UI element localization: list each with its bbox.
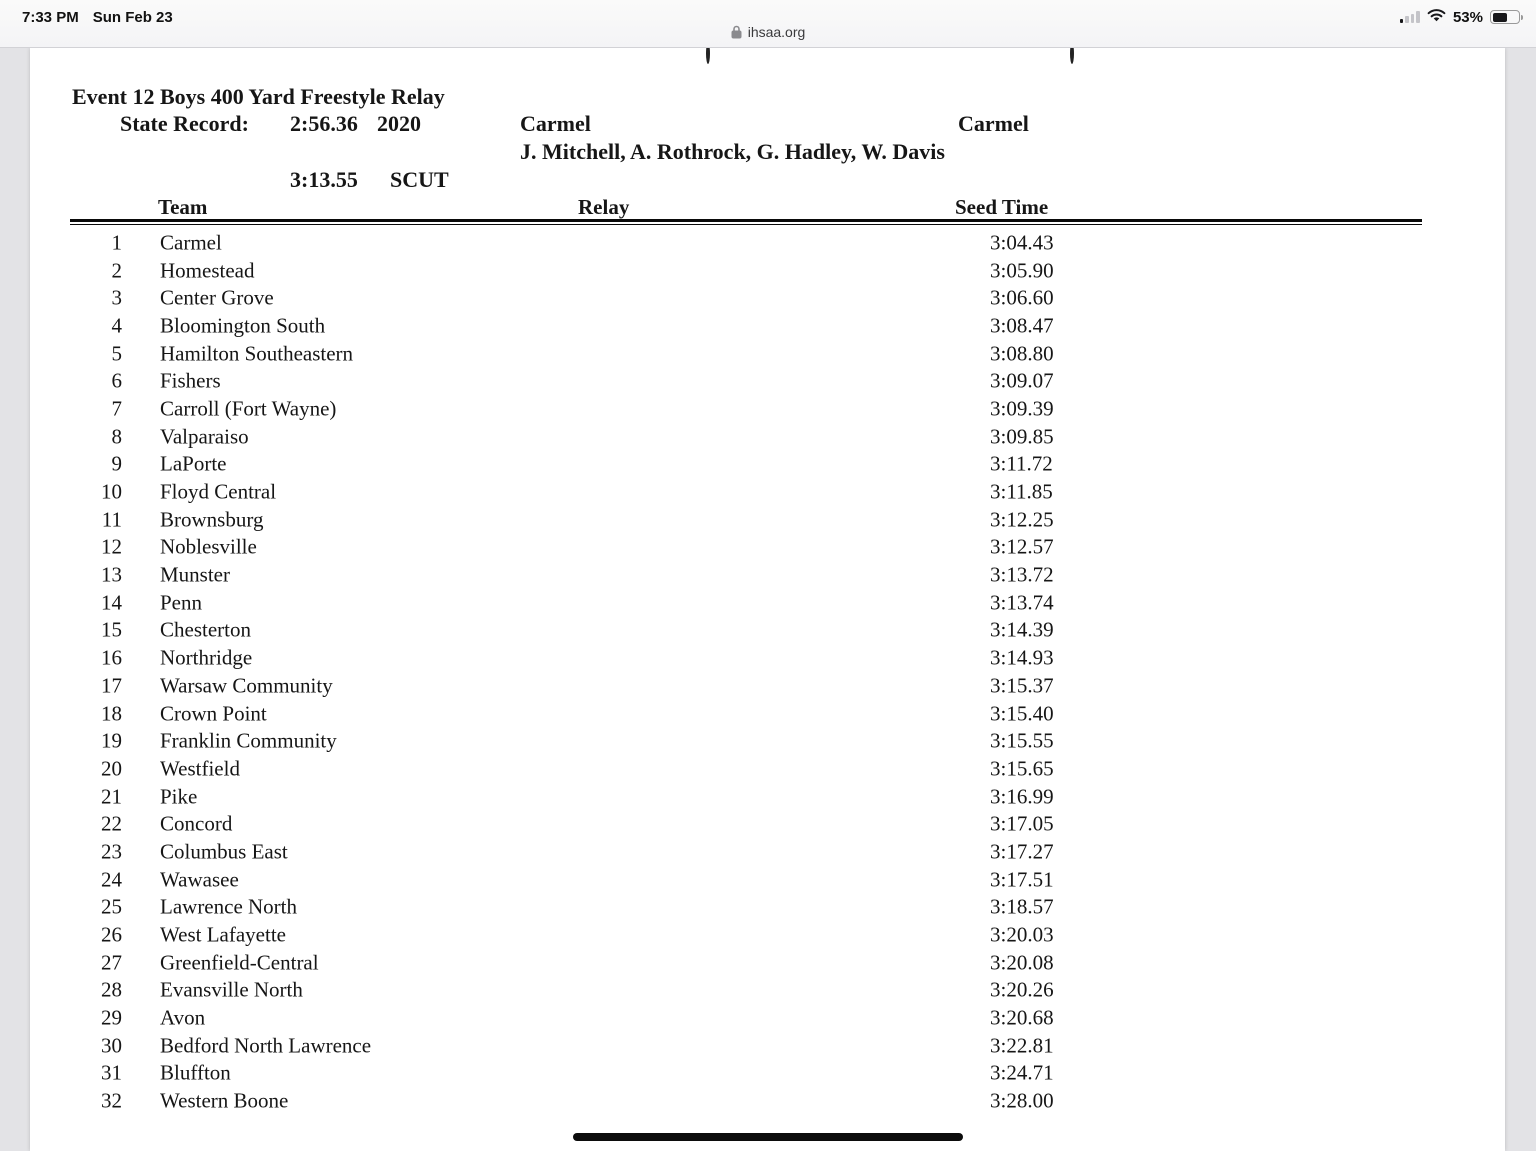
table-row — [30, 838, 1505, 866]
row-rank: 14 — [101, 590, 122, 615]
psych-sheet-page — [30, 48, 1505, 1151]
clipped-text-descender — [706, 48, 710, 63]
row-team-name: Fishers — [160, 368, 221, 393]
battery-percent: 53% — [1452, 8, 1483, 26]
row-rank: 22 — [101, 811, 122, 836]
table-row — [30, 451, 1505, 479]
row-team-name: Westfield — [160, 756, 240, 781]
row-seed-time: 3:13.74 — [990, 590, 1054, 615]
row-seed-time: 3:22.81 — [990, 1033, 1054, 1058]
row-rank: 18 — [101, 701, 122, 726]
table-row — [30, 672, 1505, 700]
row-seed-time: 3:09.39 — [990, 396, 1054, 421]
table-row — [30, 921, 1505, 949]
row-rank: 9 — [111, 451, 122, 476]
table-row — [30, 534, 1505, 562]
table-row — [30, 340, 1505, 368]
row-team-name: Bluffton — [160, 1060, 231, 1085]
state-record-team: Carmel — [520, 111, 591, 136]
row-seed-time: 3:20.08 — [990, 950, 1054, 975]
row-seed-time: 3:28.00 — [990, 1088, 1054, 1113]
row-team-name: Warsaw Community — [160, 673, 333, 698]
state-record-year: 2020 — [377, 111, 421, 136]
row-seed-time: 3:17.05 — [990, 811, 1054, 836]
url-domain[interactable]: ihsaa.org — [747, 24, 806, 40]
row-team-name: Crown Point — [160, 701, 267, 726]
row-team-name: Bedford North Lawrence — [160, 1033, 372, 1058]
table-row — [30, 810, 1505, 838]
row-seed-time: 3:20.26 — [990, 977, 1054, 1002]
row-team-name: Brownsburg — [160, 507, 264, 532]
row-team-name: Western Boone — [160, 1088, 289, 1113]
table-row — [30, 727, 1505, 755]
row-rank: 6 — [111, 368, 122, 393]
row-seed-time: 3:17.27 — [990, 839, 1054, 864]
row-rank: 10 — [101, 479, 122, 504]
column-header-seed-time: Seed Time — [955, 195, 1049, 219]
row-seed-time: 3:15.55 — [990, 728, 1054, 753]
row-rank: 11 — [101, 507, 122, 532]
wifi-icon — [1427, 8, 1446, 26]
row-seed-time: 3:15.40 — [990, 701, 1054, 726]
row-seed-time: 3:16.99 — [990, 784, 1054, 809]
row-team-name: Avon — [160, 1005, 206, 1030]
row-seed-time: 3:11.85 — [990, 479, 1053, 504]
table-row — [30, 617, 1505, 645]
row-seed-time: 3:24.71 — [990, 1060, 1054, 1085]
table-row — [30, 783, 1505, 811]
status-bar-right — [1400, 5, 1520, 29]
row-seed-time: 3:17.51 — [990, 867, 1054, 892]
row-team-name: Greenfield-Central — [160, 950, 319, 975]
clock-time: 7:33 PM — [22, 8, 79, 26]
table-row — [30, 1004, 1505, 1032]
row-team-name: Franklin Community — [160, 728, 337, 753]
row-rank: 3 — [111, 285, 122, 310]
url-bar[interactable] — [0, 20, 1536, 44]
row-seed-time: 3:20.68 — [990, 1005, 1054, 1030]
table-row — [30, 949, 1505, 977]
row-rank: 31 — [101, 1060, 122, 1085]
row-team-name: Carroll (Fort Wayne) — [160, 396, 337, 421]
row-team-name: Munster — [160, 562, 230, 587]
row-seed-time: 3:15.65 — [990, 756, 1054, 781]
entries-table — [30, 229, 1505, 1115]
table-row — [30, 561, 1505, 589]
row-rank: 12 — [101, 534, 122, 559]
row-rank: 32 — [101, 1088, 122, 1113]
row-team-name: Center Grove — [160, 285, 274, 310]
cellular-signal-icon — [1400, 11, 1420, 23]
event-title: Event 12 Boys 400 Yard Freestyle Relay — [72, 84, 445, 109]
row-team-name: Noblesville — [160, 534, 257, 559]
row-rank: 20 — [101, 756, 122, 781]
row-rank: 24 — [101, 867, 122, 892]
table-row — [30, 506, 1505, 534]
row-rank: 17 — [101, 673, 122, 698]
state-record-label: State Record: — [120, 111, 249, 136]
row-rank: 13 — [101, 562, 122, 587]
row-team-name: Floyd Central — [160, 479, 277, 504]
row-rank: 7 — [111, 396, 122, 421]
table-row — [30, 312, 1505, 340]
row-team-name: Northridge — [160, 645, 253, 670]
row-seed-time: 3:06.60 — [990, 285, 1054, 310]
table-row — [30, 284, 1505, 312]
table-row — [30, 423, 1505, 451]
safari-toolbar — [0, 0, 1536, 48]
row-rank: 23 — [101, 839, 122, 864]
table-row — [30, 589, 1505, 617]
row-rank: 28 — [101, 977, 122, 1002]
table-row — [30, 977, 1505, 1005]
row-rank: 25 — [101, 894, 122, 919]
row-team-name: Wawasee — [160, 867, 239, 892]
row-rank: 16 — [101, 645, 122, 670]
row-rank: 19 — [101, 728, 122, 753]
table-header-rule — [70, 219, 1422, 225]
row-rank: 4 — [111, 313, 122, 338]
row-seed-time: 3:12.57 — [990, 534, 1054, 559]
column-header-relay: Relay — [578, 195, 630, 219]
row-team-name: Pike — [160, 784, 198, 809]
table-row — [30, 1032, 1505, 1060]
row-seed-time: 3:20.03 — [990, 922, 1054, 947]
row-rank: 1 — [111, 230, 122, 255]
row-rank: 2 — [111, 258, 122, 283]
row-seed-time: 3:08.47 — [990, 313, 1054, 338]
row-team-name: Columbus East — [160, 839, 288, 864]
row-seed-time: 3:05.90 — [990, 258, 1054, 283]
row-team-name: West Lafayette — [160, 922, 286, 947]
table-row — [30, 644, 1505, 672]
row-seed-time: 3:11.72 — [990, 451, 1053, 476]
row-seed-time: 3:09.07 — [990, 368, 1054, 393]
row-seed-time: 3:14.93 — [990, 645, 1054, 670]
row-rank: 15 — [101, 617, 122, 642]
table-row — [30, 866, 1505, 894]
table-row — [30, 700, 1505, 728]
table-row — [30, 755, 1505, 783]
lock-icon — [731, 25, 742, 39]
row-seed-time: 3:12.25 — [990, 507, 1054, 532]
row-seed-time: 3:18.57 — [990, 894, 1054, 919]
table-row — [30, 1087, 1505, 1115]
row-rank: 21 — [101, 784, 122, 809]
row-team-name: Lawrence North — [160, 894, 298, 919]
clipped-text-descender — [1070, 48, 1074, 63]
row-team-name: Valparaiso — [160, 424, 249, 449]
row-seed-time: 3:14.39 — [990, 617, 1054, 642]
table-row — [30, 257, 1505, 285]
state-cut-label: SCUT — [390, 167, 449, 192]
row-team-name: Evansville North — [160, 977, 303, 1002]
home-indicator[interactable] — [573, 1133, 963, 1141]
row-seed-time: 3:09.85 — [990, 424, 1054, 449]
row-rank: 27 — [101, 950, 122, 975]
table-row — [30, 478, 1505, 506]
row-seed-time: 3:04.43 — [990, 230, 1054, 255]
row-rank: 8 — [111, 424, 122, 449]
table-row — [30, 395, 1505, 423]
row-team-name: LaPorte — [160, 451, 227, 476]
column-header-team: Team — [158, 195, 208, 219]
row-team-name: Bloomington South — [160, 313, 326, 338]
status-date: Sun Feb 23 — [92, 8, 173, 26]
battery-icon — [1490, 10, 1520, 24]
row-seed-time: 3:15.37 — [990, 673, 1054, 698]
row-rank: 29 — [101, 1005, 122, 1030]
state-record-swimmers: J. Mitchell, A. Rothrock, G. Hadley, W. Davis — [520, 139, 945, 164]
row-team-name: Hamilton Southeastern — [160, 341, 354, 366]
row-team-name: Carmel — [160, 230, 222, 255]
table-row — [30, 894, 1505, 922]
table-row — [30, 229, 1505, 257]
state-record-time: 2:56.36 — [290, 111, 358, 136]
row-seed-time: 3:13.72 — [990, 562, 1054, 587]
table-row — [30, 1060, 1505, 1088]
row-seed-time: 3:08.80 — [990, 341, 1054, 366]
row-team-name: Homestead — [160, 258, 255, 283]
row-rank: 30 — [101, 1033, 122, 1058]
state-cut-time: 3:13.55 — [290, 167, 358, 192]
row-team-name: Concord — [160, 811, 233, 836]
row-team-name: Penn — [160, 590, 202, 615]
state-record-team-right: Carmel — [958, 111, 1029, 136]
table-row — [30, 367, 1505, 395]
row-rank: 26 — [101, 922, 122, 947]
row-rank: 5 — [111, 341, 122, 366]
row-team-name: Chesterton — [160, 617, 251, 642]
